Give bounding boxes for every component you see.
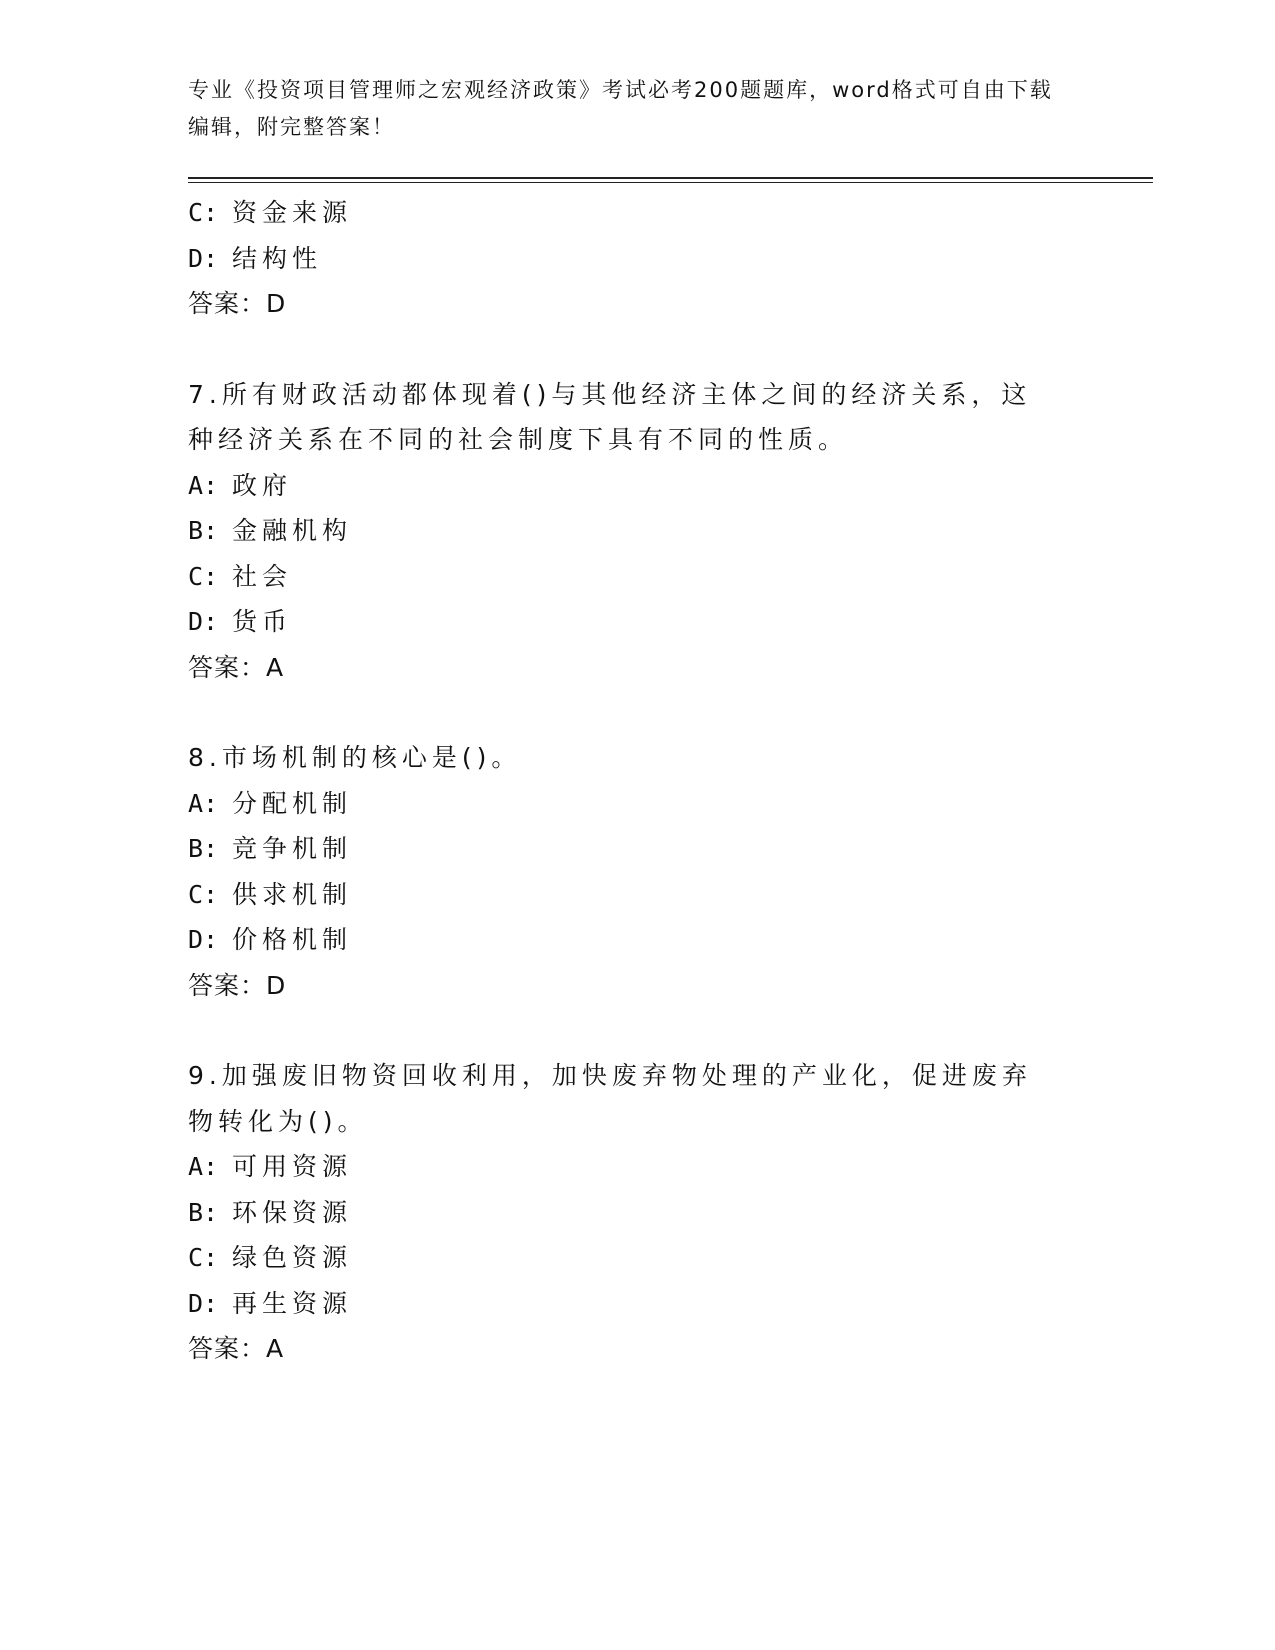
option-a: A: 可用资源 [188,1152,353,1181]
question-6-tail [188,190,1068,327]
question-text: 8.市场机制的核心是()。 [188,743,522,772]
option-d: D: 货币 [188,607,293,636]
option-b: B: 竞争机制 [188,834,353,863]
header-divider-thick [188,177,1153,179]
answer-line: 答案：A [188,1334,285,1363]
option-a: A: 政府 [188,470,293,500]
spacer [188,1008,1068,1053]
option-b: B: 环保资源 [188,1197,353,1227]
header-divider-thin [188,182,1153,183]
question-list [188,190,1068,1372]
option-c: C: 社会 [188,561,293,591]
option-c: C: 资金来源 [188,198,353,227]
option-c: C: 供求机制 [188,879,353,909]
option-d: D: 价格机制 [188,925,353,954]
answer-line: 答案：D [188,970,287,1000]
question-text: 9.加强废旧物资回收利用，加快废弃物处理的产业化，促进废弃物转化为()。 [188,1061,1032,1136]
question-8 [188,735,1068,1008]
question-9 [188,1053,1068,1372]
option-d: D: 再生资源 [188,1288,353,1318]
answer-line: 答案：D [188,289,287,318]
spacer [188,327,1068,372]
option-d: D: 结构性 [188,243,323,273]
option-b: B: 金融机构 [188,516,353,545]
option-c: C: 绿色资源 [188,1243,353,1272]
answer-line: 答案：A [188,652,285,682]
question-7 [188,372,1068,691]
option-a: A: 分配机制 [188,788,353,818]
question-text: 7.所有财政活动都体现着()与其他经济主体之间的经济关系，这种经济关系在不同的社会制度下具有不同的性质。 [188,379,1032,454]
spacer [188,690,1068,735]
document-header: 专业《投资项目管理师之宏观经济政策》考试必考200题题库，word格式可自由下载编辑，附完整答案！ [188,78,1053,139]
